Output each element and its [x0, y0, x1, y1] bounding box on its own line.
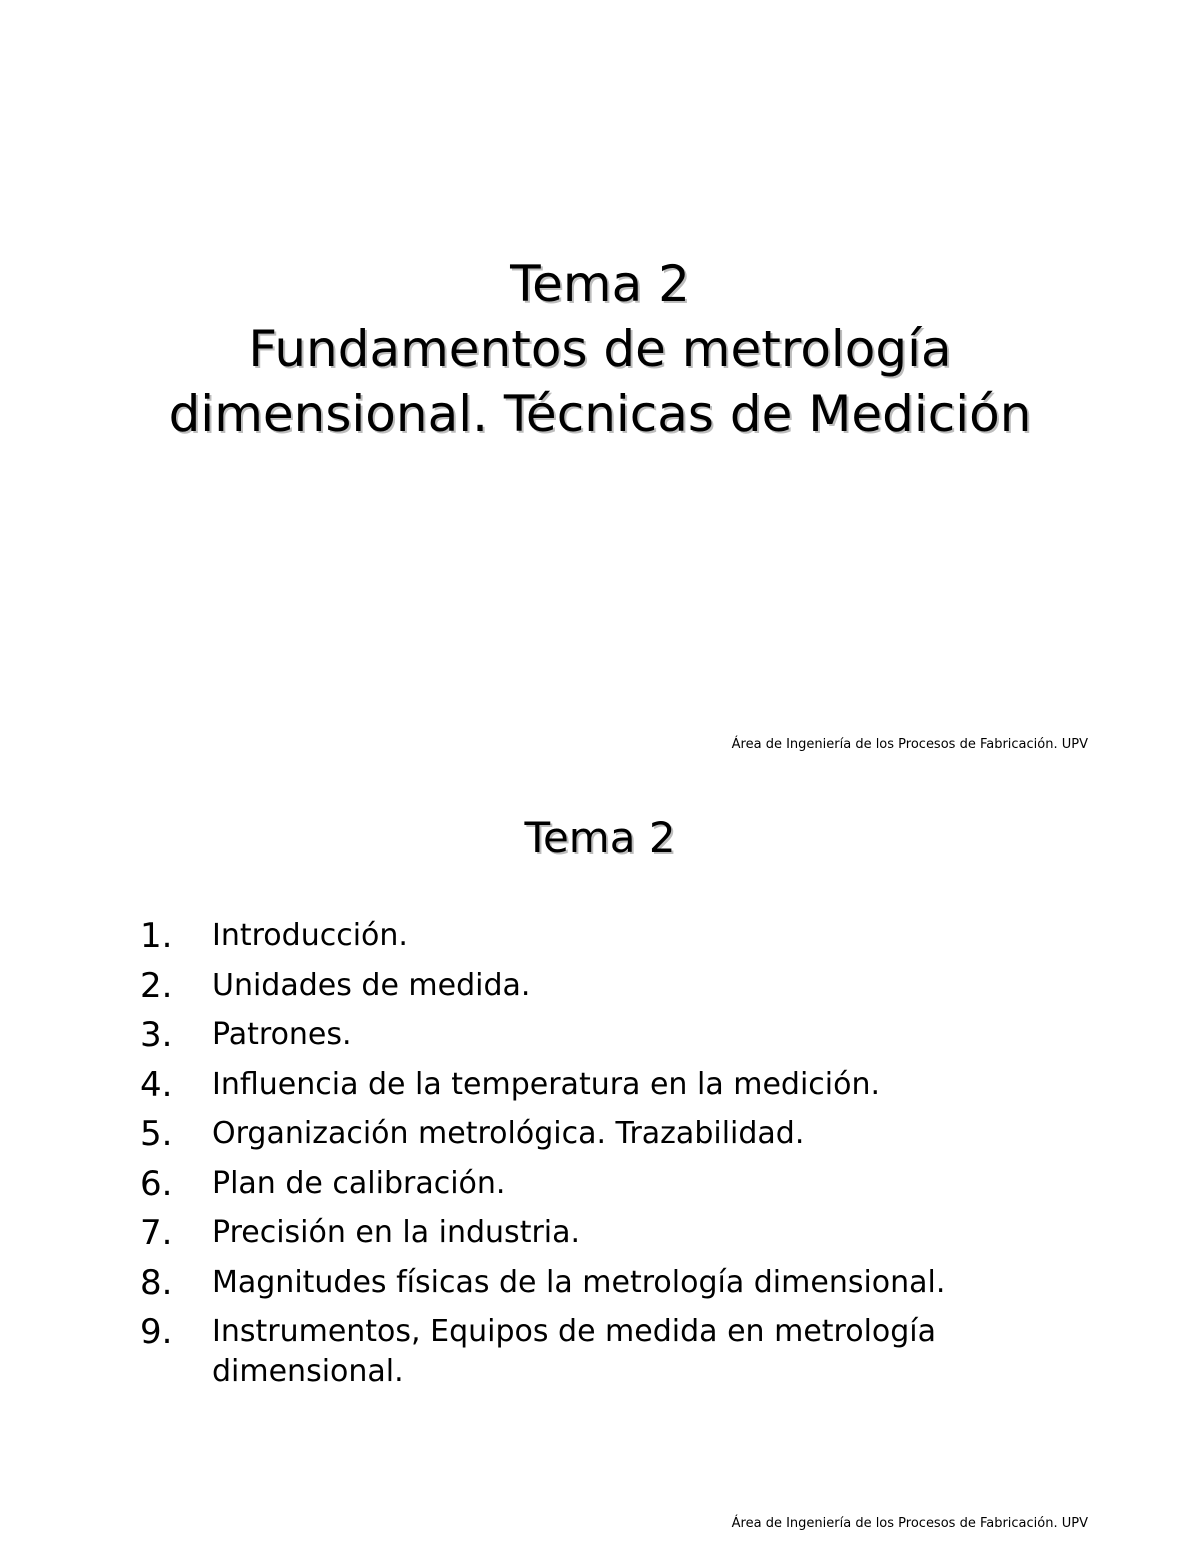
toc-item-number: 1. — [140, 916, 173, 956]
toc-item-number: 9. — [140, 1312, 173, 1352]
toc-item-text: Introducción. — [212, 918, 408, 953]
toc-item — [140, 1312, 1040, 1392]
toc-item — [140, 916, 1040, 956]
slide-2-footer: Área de Ingeniería de los Procesos de Fabricación. UPV — [731, 1516, 1088, 1531]
toc-item — [140, 1015, 1040, 1055]
toc-item — [140, 1065, 1040, 1105]
table-of-contents — [140, 916, 1040, 1402]
toc-item-number: 8. — [140, 1262, 173, 1303]
slide-2 — [0, 776, 1200, 1553]
slide-1-title — [0, 252, 1200, 447]
toc-item-number: 2. — [140, 965, 173, 1006]
toc-item-number: 4. — [140, 1064, 173, 1105]
slide-2-title: Tema 2 — [524, 813, 676, 862]
toc-item-number: 3. — [140, 1015, 173, 1055]
toc-item — [140, 1164, 1040, 1204]
toc-item-text: Organización metrológica. Trazabilidad. — [212, 1116, 805, 1151]
toc-item-text: Unidades de medida. — [212, 967, 531, 1003]
toc-item-number: 7. — [140, 1213, 173, 1253]
title-line: Fundamentos de metrología — [248, 320, 952, 378]
toc-item-number: 5. — [140, 1114, 173, 1154]
toc-item-text: Magnitudes físicas de la metrología dimensional. — [212, 1264, 946, 1300]
toc-item — [140, 1213, 1040, 1253]
toc-item — [140, 966, 1040, 1006]
title-line: dimensional. Técnicas de Medición — [168, 385, 1032, 443]
toc-item-text: Instrumentos, Equipos de medida en metrología dimensional. — [212, 1314, 937, 1389]
toc-item — [140, 1263, 1040, 1303]
toc-item-text: Patrones. — [212, 1017, 352, 1052]
slide-1-footer: Área de Ingeniería de los Procesos de Fabricación. UPV — [731, 737, 1088, 752]
title-line: Tema 2 — [510, 255, 690, 313]
toc-item-number: 6. — [140, 1163, 173, 1204]
toc-item-text: Influencia de la temperatura en la medición. — [212, 1066, 881, 1102]
slide-1 — [0, 0, 1200, 776]
toc-item-text: Precisión en la industria. — [212, 1215, 581, 1250]
toc-item-text: Plan de calibración. — [212, 1165, 506, 1201]
toc-item — [140, 1114, 1040, 1154]
